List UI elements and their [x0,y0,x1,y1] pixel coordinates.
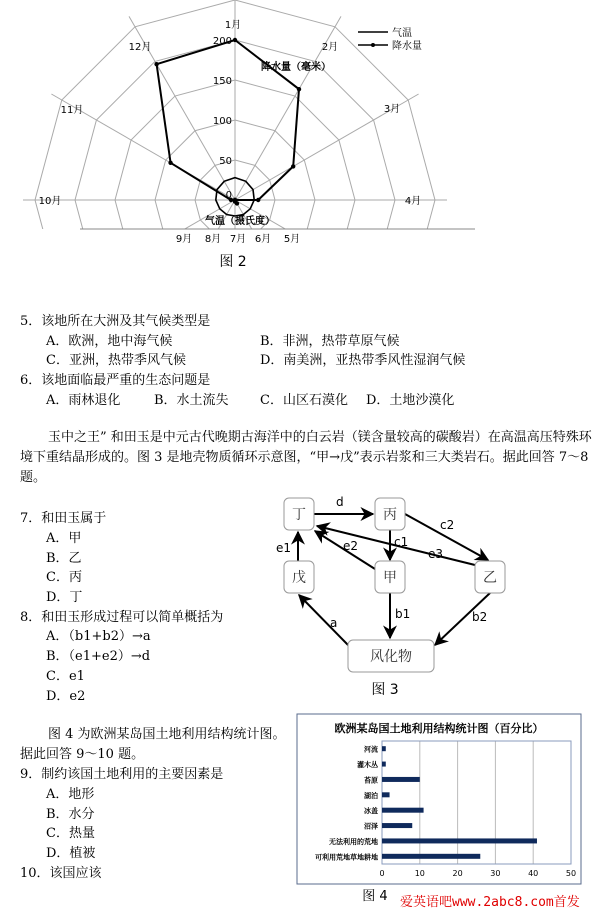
x-tick-label: 10 [414,869,425,878]
edge-label-a: a [330,616,338,630]
axis-label-6-month: 6月 [254,234,272,245]
category-label: 灌木丛 [357,761,378,770]
node-yi: 乙 [483,570,497,586]
axis-label-12-month: 12月 [128,42,152,53]
axis-label-10-month: 10月 [38,196,62,207]
axis-label-4-month: 4月 [404,196,422,207]
edge-label-e3: e3 [428,547,444,561]
bar-2 [382,777,420,782]
question-7-stem: 7．和田玉属于 [20,511,107,526]
annotation-temperature-unit: 气温（摄氏度） [205,216,275,227]
question-10-stem: 10．该国应该 [20,866,102,881]
question-5-stem: 5．该地所在大洲及其气候类型是 [20,314,211,329]
radial-tick-label: 50 [219,156,232,167]
passage-figure4-line1: 图 4 为欧洲某岛国土地利用结构统计图。 [48,727,286,742]
radial-tick-label: 100 [212,116,232,127]
x-tick-label: 30 [490,869,501,878]
bar-3 [382,792,390,797]
category-label: 无法利用的荒地 [329,837,378,846]
passage-figure4-line2: 据此回答 9～10 题。 [20,747,145,762]
figure-2-caption: 图 2 [219,254,247,270]
edge-label-c2: c2 [440,518,455,532]
bar-4 [382,808,424,813]
question-6-option-b[interactable]: B．水土流失 [154,393,229,408]
category-label: 苔原 [364,776,378,785]
question-8-option-b[interactable]: B．（e1+e2）→d [46,649,151,664]
question-7-option-c[interactable]: C．丙 [46,570,82,585]
axis-label-5-month: 5月 [283,234,301,245]
question-9-option-c[interactable]: C．热量 [46,826,95,841]
bar-0 [382,746,386,751]
x-tick-label: 20 [452,869,463,878]
x-tick-label: 40 [528,869,539,878]
edge-label-b1: b1 [395,607,411,621]
question-8-option-d[interactable]: D．e2 [46,689,86,704]
question-6-option-d[interactable]: D．土地沙漠化 [366,393,455,408]
axis-label-1-month: 1月 [224,20,242,31]
axis-label-8-month: 8月 [204,234,222,245]
category-label: 可利用荒地草地耕地 [315,853,378,862]
watermark: 爱英语吧www.2abc8.com首发 [400,895,580,910]
node-jia: 甲 [383,570,397,586]
question-5-option-c[interactable]: C．亚洲，热带季风气候 [46,353,186,368]
bar-5 [382,823,412,828]
bar-6 [382,838,537,843]
category-label: 河流 [364,745,378,754]
axis-label-9-month: 9月 [175,234,193,245]
bar-7 [382,854,480,859]
bar-1 [382,762,386,767]
figure-4-caption: 图 4 [362,889,388,904]
edge-label-c1: c1 [394,535,409,549]
x-tick-label: 0 [379,869,385,878]
x-tick-label: 50 [565,869,577,878]
bar-chart-title: 欧洲某岛国土地利用结构统计图（百分比） [334,722,544,735]
question-9-option-d[interactable]: D．植被 [46,846,96,861]
axis-label-11-month: 11月 [60,105,84,116]
radial-tick-label: 200 [212,36,232,47]
figure-3-caption: 图 3 [371,682,399,698]
question-9-option-a[interactable]: A．地形 [46,787,95,802]
question-8-option-c[interactable]: C．e1 [46,669,85,684]
axis-label-2-month: 2月 [321,42,339,53]
legend-temperature-label: 气温 [392,28,412,39]
category-label: 沼泽 [364,822,378,831]
node-wu: 戊 [292,570,306,586]
question-7-option-d[interactable]: D．丁 [46,590,83,605]
node-ding: 丁 [292,507,306,523]
radial-tick-label: 0 [225,190,232,201]
axis-label-7-month: 7月 [229,234,247,245]
question-5-option-a[interactable]: A．欧洲，地中海气候 [46,334,173,349]
question-7-option-b[interactable]: B．乙 [46,551,82,566]
question-5-option-d[interactable]: D．南美洲，亚热带季风性湿润气候 [260,353,466,368]
legend-precipitation-label: 降水量 [392,41,422,52]
node-weathering: 风化物 [370,649,412,665]
category-label: 冰盖 [364,807,378,816]
category-label: 湖泊 [364,791,378,800]
edge-label-d: d [336,495,344,509]
node-bing: 丙 [383,507,397,523]
question-9-stem: 9．制约该国土地利用的主要因素是 [20,767,224,782]
question-8-option-a[interactable]: A．（b1+b2）→a [46,629,151,644]
edge-label-e1: e1 [276,541,292,555]
annotation-precipitation-unit: 降水量（毫米） [261,62,331,73]
question-9-option-b[interactable]: B．水分 [46,807,95,822]
question-6-option-c[interactable]: C．山区石漠化 [260,393,348,408]
question-7-option-a[interactable]: A．甲 [46,531,82,546]
edge-label-e2: e2 [343,539,359,553]
question-5-option-b[interactable]: B．非洲，热带草原气候 [260,334,400,349]
question-8-stem: 8．和田玉形成过程可以简单概括为 [20,610,224,625]
question-6-option-a[interactable]: A．雨林退化 [46,393,121,408]
passage-hetian-jade: 玉中之王” 和田玉是中元古代晚期古海洋中的白云岩（镁含量较高的碳酸岩）在高温高压特殊环境下重结晶形成的。图 3 是地壳物质循环示意图，“甲→戊”表示岩浆和三大类岩石。据此回答 7～8 题。 [20,430,592,485]
question-6-stem: 6．该地面临最严重的生态问题是 [20,373,211,388]
axis-label-3-month: 3月 [383,104,401,115]
radial-tick-label: 150 [212,76,232,87]
edge-label-b2: b2 [472,610,488,624]
